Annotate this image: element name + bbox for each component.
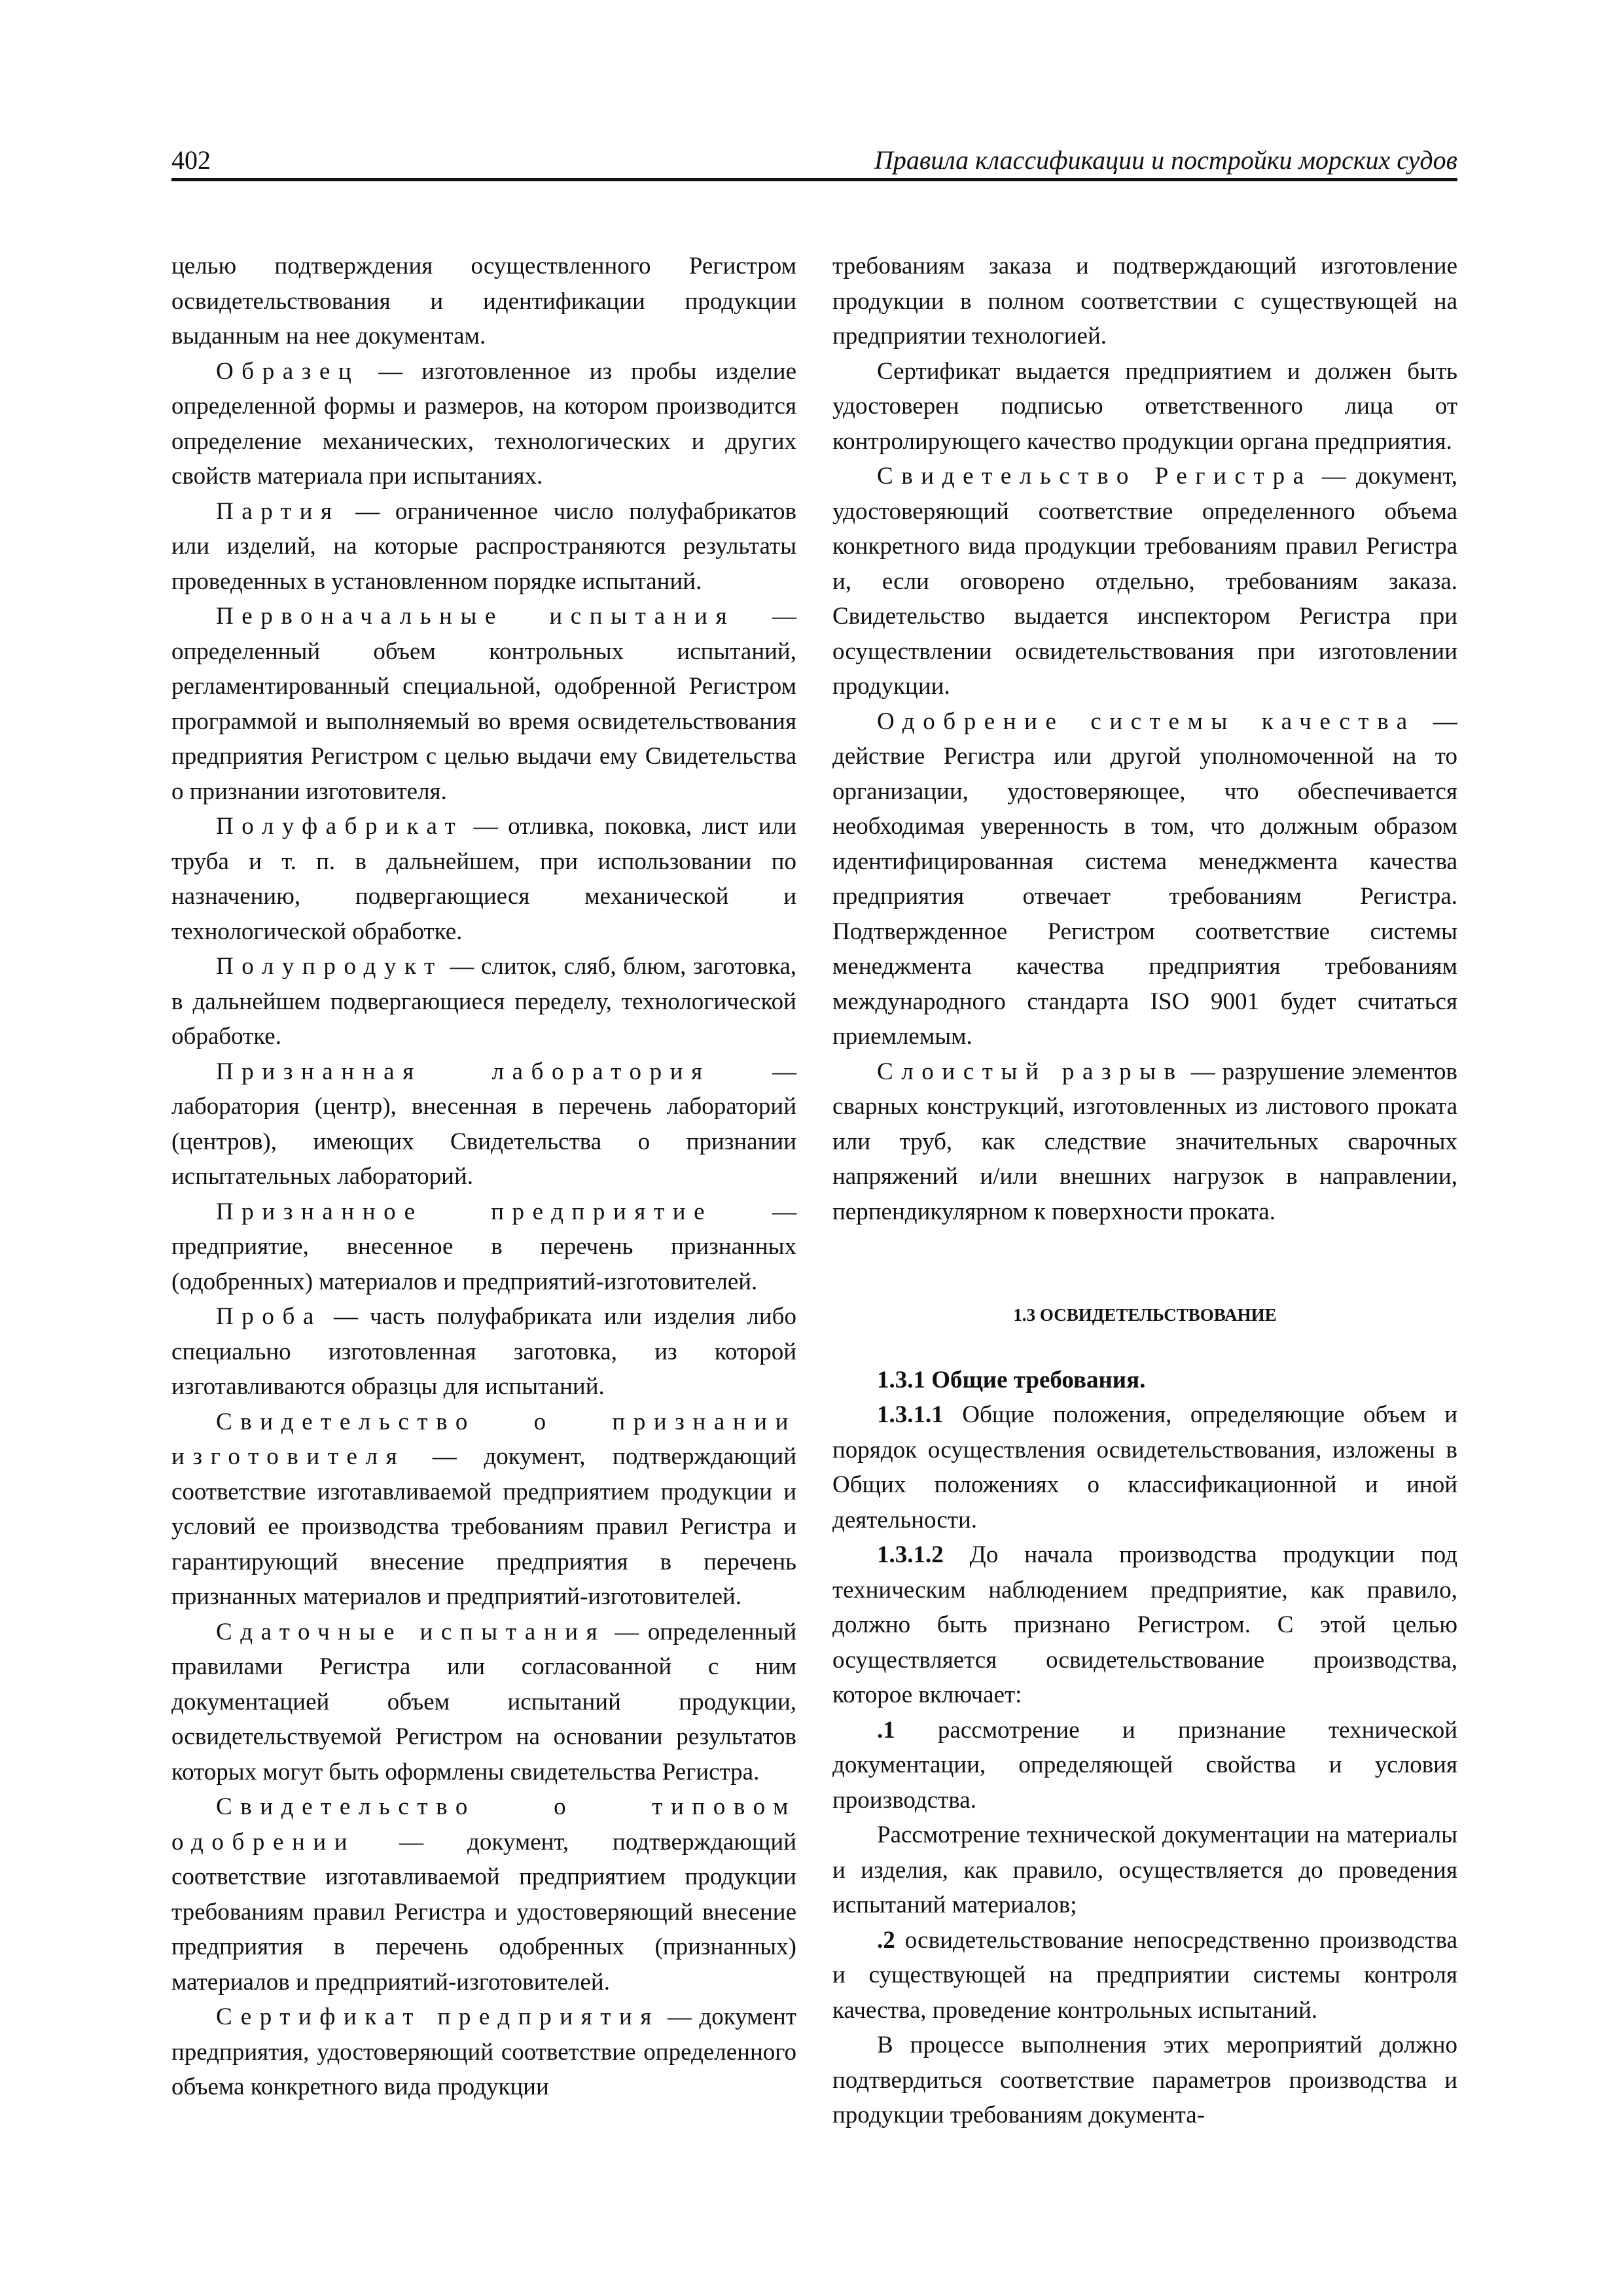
- definition-paragraph: [171, 1789, 796, 2000]
- term: Первоначальные испытания: [216, 603, 736, 630]
- paragraph: Рассмотрение технической документации на материалы и изделия, как правило, осуществляется до проведения испытаний материалов;: [832, 1821, 1457, 1918]
- definition-text: — лаборатория (центр), внесенная в перечень лабораторий (центров), имеющих Свидетельства о признании испытательных лабораторий.: [171, 1058, 796, 1190]
- term: Полупродукт: [216, 953, 443, 980]
- definition-text: — документ, подтверждающий соответствие изготавливаемой предприятием продукции требованиям правил Регистра и удостоверяющий внесение предприятия в перечень одобренных (признанных) материалов и предприятий-изготовителей.: [171, 1828, 796, 1996]
- definition-paragraph: [171, 949, 796, 1054]
- definition-paragraph: [171, 1194, 796, 1300]
- numbered-paragraph: [832, 1713, 1457, 1818]
- term: Партия: [216, 497, 340, 525]
- numbered-paragraph: [832, 1923, 1457, 2028]
- item-text: рассмотрение и признание технической документации, определяющей свойства и условия производства.: [832, 1716, 1457, 1814]
- term: Сертификат предприятия: [216, 2003, 660, 2030]
- definition-text: — документ, удостоверяющий соответствие определенного объема конкретного вида продукции требованиям правил Регистра и, если оговорено отдельно, требованиям заказа. Свидетельство выдается инспектором Регистра при осуществлении освидетельствования при изготовлении продукции.: [832, 463, 1457, 700]
- definition-text: — отливка, поковка, лист или труба и т. п. в дальнейшем, при использовании по назначению, подвергающиеся механической и технологической обработке.: [171, 813, 796, 945]
- term: Свидетельство о типовом одобрении: [171, 1793, 796, 1856]
- numbered-paragraph: [832, 1537, 1457, 1713]
- term: Свидетельство Регистра: [877, 463, 1312, 490]
- page-number: 402: [171, 145, 211, 175]
- term: Признанное предприятие: [216, 1198, 713, 1225]
- paragraph: В процессе выполнения этих мероприятий должно подтвердиться соответствие параметров производства и продукции требованиям документа-: [832, 2032, 1457, 2128]
- running-title: Правила классификации и постройки морских судов: [874, 145, 1457, 175]
- clause-number: 1.3.1.1: [877, 1401, 944, 1428]
- right-column: [832, 249, 1457, 2133]
- section-title: 1.3 ОСВИДЕТЕЛЬСТВОВАНИЕ: [1013, 1305, 1277, 1325]
- subsection-heading: 1.3.1 Общие требования.: [877, 1366, 1146, 1393]
- definition-text: — разрушение элементов сварных конструкций, изготовленных из листового проката или труб, как следствие значительных сварочных напряжений и/или внешних нагрузок в направлении, перпендикулярном к поверхности проката.: [832, 1058, 1458, 1225]
- term: Сдаточные испытания: [216, 1618, 606, 1645]
- definition-text: — действие Регистра или другой уполномоченной на то организации, удостоверяющее, что обеспечивается необходимая уверенность в том, что должным образом идентифицированная система менеджмента качества предприятия отвечает требованиям Регистра. Подтвержденное Регистром соответствие системы менеджмента качества предприятия требованиям международного стандарта ISO 9001 будет считаться приемлемым.: [832, 708, 1458, 1050]
- definition-text: — определенный правилами Регистра или согласованной с ним документацией объем испытаний продукции, освидетельствуемой Регистром на основании результатов которых могут быть оформлены свидетельства Регистра.: [171, 1618, 797, 1785]
- paragraph: Сертификат выдается предприятием и должен быть удостоверен подписью ответственного лица от контролирующего качество продукции органа предприятия.: [832, 357, 1457, 455]
- term: Образец: [216, 357, 360, 385]
- page-header: [171, 137, 1457, 181]
- definition-paragraph: [171, 1405, 796, 1615]
- clause-number: 1.3.1.2: [877, 1541, 944, 1568]
- definition-paragraph: [171, 1299, 796, 1405]
- term: Одобрение системы качества: [877, 708, 1416, 735]
- term: Слоистый разрыв: [877, 1058, 1184, 1085]
- term: Проба: [216, 1303, 322, 1330]
- definition-text: — документ, подтверждающий соответствие изготавливаемой предприятием продукции и условий ее производства требованиям правил Регистра и гарантирующий внесение предприятия в перечень признанных материалов и предприятий-изготовителей.: [171, 1443, 796, 1610]
- definition-paragraph: [171, 494, 796, 600]
- definition-text: — ограниченное число полуфабрикатов или изделий, на которые распространяются результаты проведенных в установленном порядке испытаний.: [171, 497, 796, 595]
- definition-paragraph: [171, 1054, 796, 1194]
- definition-paragraph: [171, 1615, 796, 1790]
- definition-text: — документ предприятия, удостоверяющий соответствие определенного объема конкретного вида продукции: [171, 2003, 796, 2100]
- definition-paragraph: [171, 599, 796, 809]
- definition-text: — слиток, сляб, блюм, заготовка, в дальнейшем подвергающиеся переделу, технологической обработке.: [171, 953, 796, 1050]
- item-number: .2: [877, 1926, 895, 1954]
- definition-paragraph: [832, 1054, 1457, 1230]
- definition-text: — изготовленное из пробы изделие определенной формы и размеров, на котором производится определение механических, технологических и других свойств материала при испытаниях.: [171, 357, 796, 490]
- definition-paragraph: [832, 704, 1457, 1054]
- definition-text: — часть полуфабриката или изделия либо специально изготовленная заготовка, из которой изготавливаются образцы для испытаний.: [171, 1303, 796, 1400]
- definition-paragraph: [171, 809, 796, 949]
- paragraph: требованиям заказа и подтверждающий изготовление продукции в полном соответствии с существующей на предприятии технологией.: [832, 253, 1457, 350]
- definition-text: — определенный объем контрольных испытаний, регламентированный специальной, одобренной Регистром программой и выполняемый во время освидетельствования предприятия Регистром с целью выдачи ему Свидетельства о признании изготовителя.: [171, 603, 796, 805]
- paragraph: целью подтверждения осуществленного Регистром освидетельствования и идентификации продукции выданным на нее документам.: [171, 253, 796, 350]
- item-number: .1: [877, 1716, 895, 1744]
- definition-paragraph: [171, 354, 796, 494]
- definition-paragraph: [832, 459, 1457, 704]
- term: Свидетельство о признании изготовителя: [171, 1408, 796, 1470]
- item-text: освидетельствование непосредственно производства и существующей на предприятии системы контроля качества, проведение контрольных испытаний.: [832, 1926, 1457, 2024]
- clause-text: До начала производства продукции под техническим наблюдением предприятие, как правило, должно быть признано Регистром. С этой целью осуществляется освидетельствование производства, которое включает:: [832, 1541, 1457, 1708]
- definition-text: — предприятие, внесенное в перечень признанных (одобренных) материалов и предприятий-изготовителей.: [171, 1198, 797, 1295]
- term: Признанная лаборатория: [216, 1058, 711, 1085]
- term: Полуфабрикат: [216, 813, 464, 840]
- numbered-paragraph: [832, 1397, 1457, 1537]
- clause-text: Общие положения, определяющие объем и порядок осуществления освидетельствования, изложены в Общих положениях о классификационной и иной деятельности.: [832, 1401, 1457, 1534]
- definition-paragraph: [171, 2000, 796, 2105]
- left-column: [171, 249, 796, 2105]
